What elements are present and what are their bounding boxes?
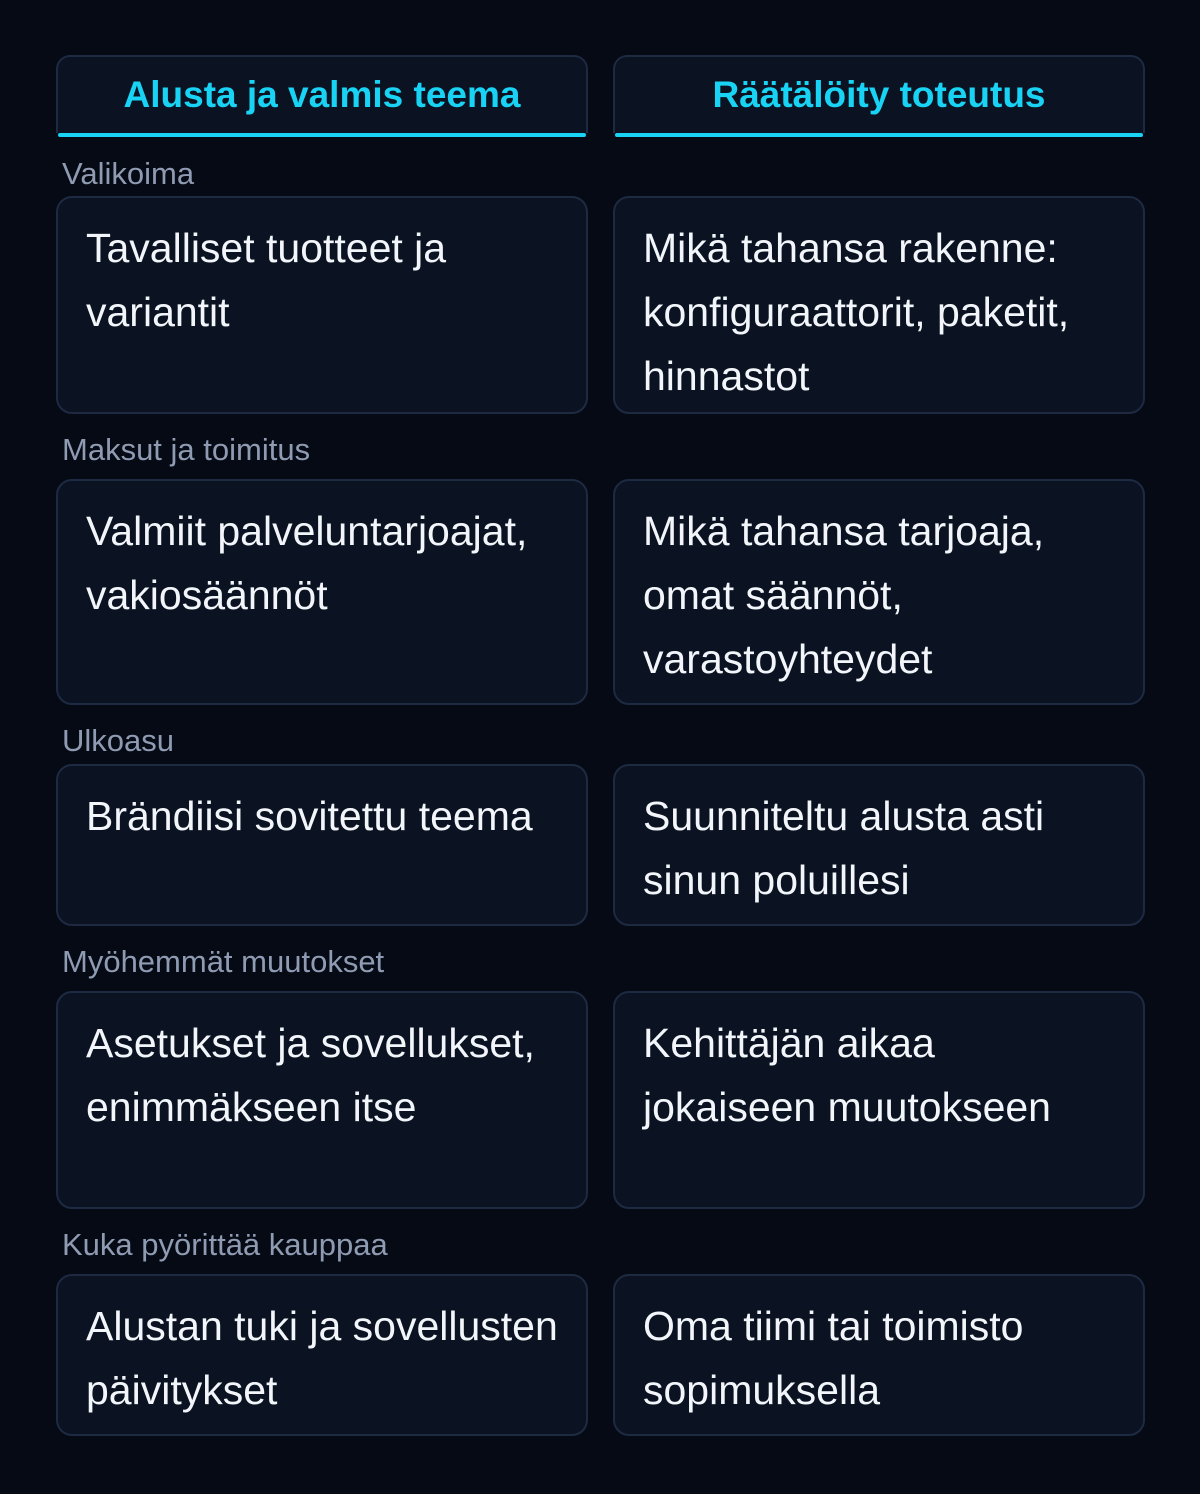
row-label-valikoima: Valikoima: [62, 156, 195, 191]
table-row: [56, 479, 1145, 705]
cell-custom: Mikä tahansa rakenne: konfiguraattorit, paketit, hinnastot: [613, 196, 1145, 414]
column-header-custom: Räätälöity toteutus: [613, 55, 1145, 133]
table-row: [56, 1274, 1145, 1436]
column-headers: [56, 55, 1145, 133]
cell-custom: Oma tiimi tai toimisto sopimuksella: [613, 1274, 1145, 1436]
table-row: [56, 196, 1145, 414]
cell-platform: Tavalliset tuotteet ja variantit: [56, 196, 588, 414]
cell-custom: Suunniteltu alusta asti sinun poluillesi: [613, 764, 1145, 926]
cell-platform: Alustan tuki ja sovellusten päivitykset: [56, 1274, 588, 1436]
row-label-ulkoasu: Ulkoasu: [62, 723, 174, 758]
comparison-table: [56, 55, 1145, 1436]
row-label-muutokset: Myöhemmät muutokset: [62, 944, 385, 979]
row-label-kuka: Kuka pyörittää kauppaa: [62, 1227, 388, 1262]
cell-platform: Asetukset ja sovellukset, enimmäkseen itse: [56, 991, 588, 1209]
table-row: [56, 991, 1145, 1209]
cell-platform: Valmiit palveluntarjoajat, vakiosäännöt: [56, 479, 588, 705]
cell-platform: Brändiisi sovitettu teema: [56, 764, 588, 926]
cell-custom: Mikä tahansa tarjoaja, omat säännöt, varastoyhteydet: [613, 479, 1145, 705]
row-label-maksut: Maksut ja toimitus: [62, 432, 311, 467]
table-row: [56, 764, 1145, 926]
cell-custom: Kehittäjän aikaa jokaiseen muutokseen: [613, 991, 1145, 1209]
column-header-platform: Alusta ja valmis teema: [56, 55, 588, 133]
